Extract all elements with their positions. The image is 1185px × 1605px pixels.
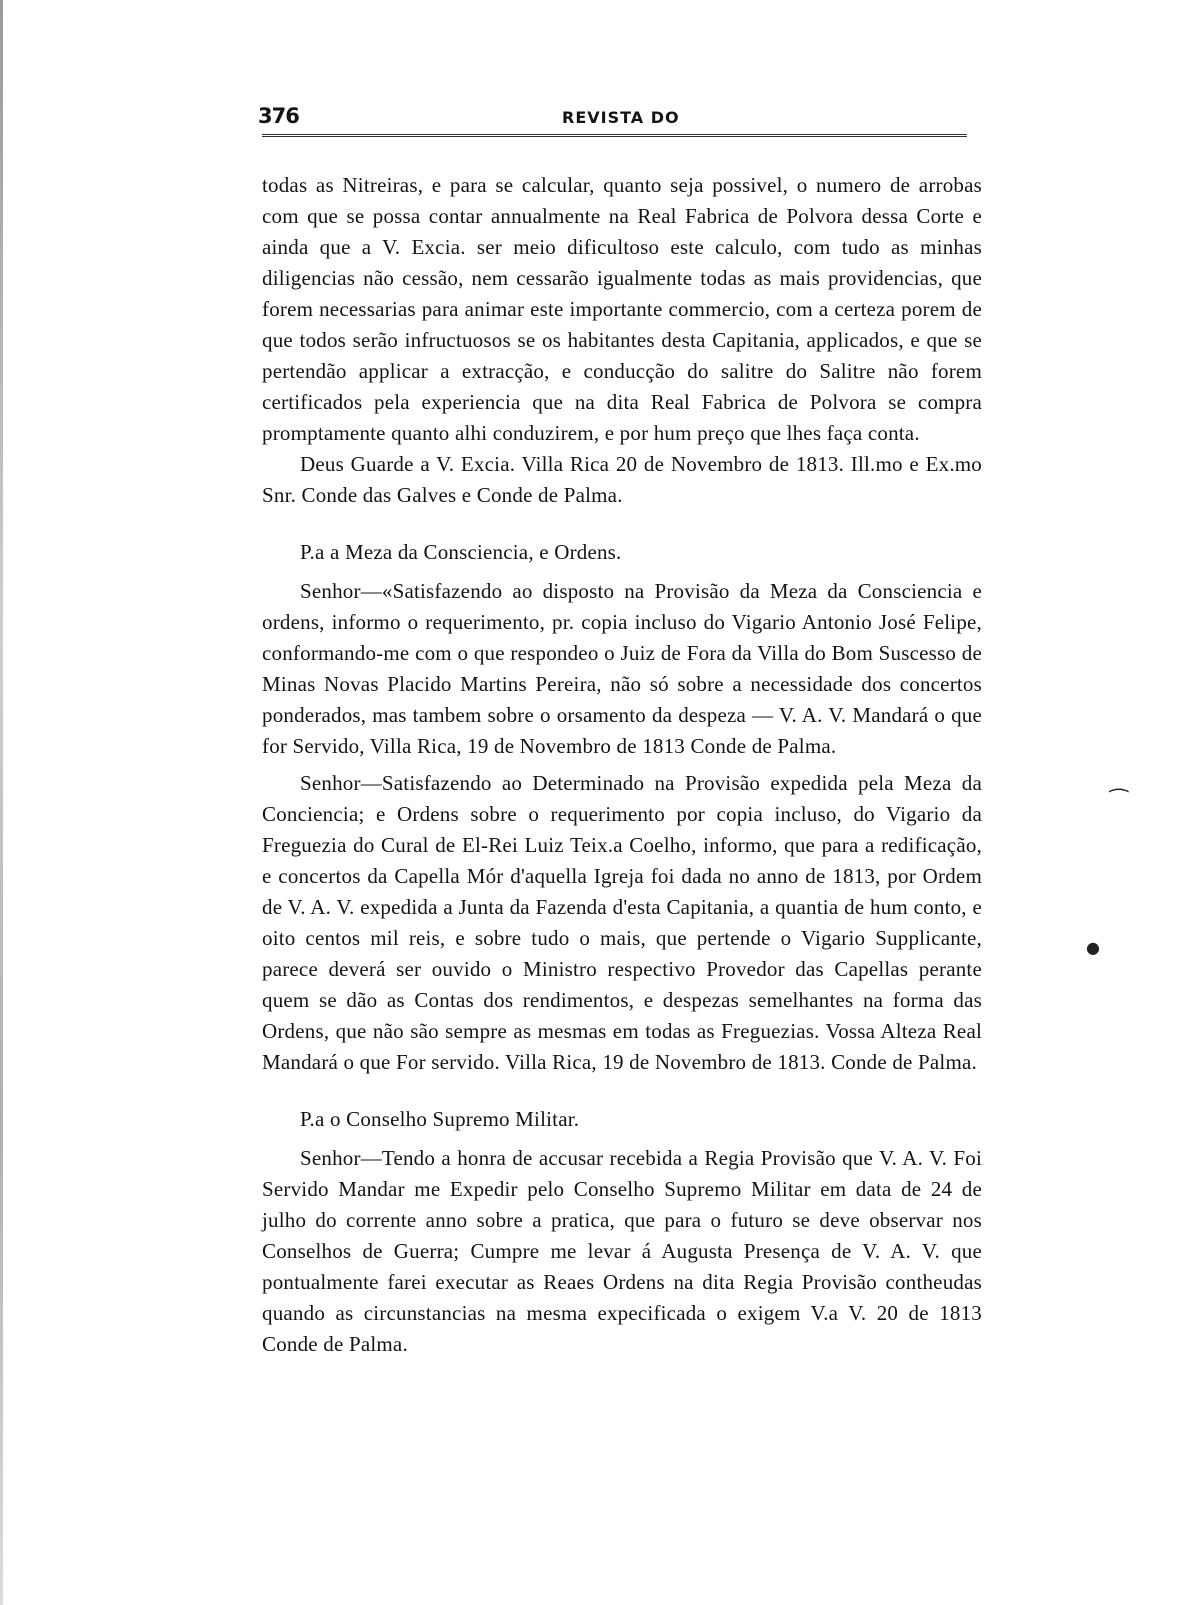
- paragraph-letter-1: Senhor—«Satisfazendo ao disposto na Provisão da Meza da Consciencia e ordens, informo o requerimento, pr. copia incluso do Vigario Antonio José Felipe, conformando-me com o que respondeo o Juiz de Fora da Villa do Bom Suscesso de Minas Novas Placido Martins Pereira, não só sobre a necessidade dos concertos ponderados, mas tambem sobre o orsamento da despeza — V. A. V. Mandará o que for Servido, Villa Rica, 19 de Novembro de 1813 Conde de Palma.: [262, 579, 982, 758]
- page-left-edge: [0, 0, 3, 1605]
- paragraph-closing-1: Deus Guarde a V. Excia. Villa Rica 20 de Novembro de 1813. Ill.mo e Ex.mo Snr. Conde das Galves e Conde de Palma.: [262, 452, 982, 507]
- margin-mark: ●: [1086, 938, 1100, 957]
- header-rule: [262, 134, 967, 137]
- section-heading-meza: P.a a Meza da Consciencia, e Ordens.: [300, 540, 622, 564]
- paragraph-letter-3: Senhor—Tendo a honra de accusar recebida a Regia Provisão que V. A. V. Foi Servido Mandar me Expedir pelo Conselho Supremo Militar em data de 24 de julho do corrente anno sobre a pratica, que para o futuro se deve observar nos Conselhos de Guerra; Cumpre me levar á Augusta Presença de V. A. V. que pontualmente farei executar as Reaes Ordens na dita Regia Provisão contheudas quando as circunstancias na mesma expecificada o exigem V.a V. 20 de 1813 Conde de Palma.: [262, 1146, 982, 1356]
- running-head: [258, 100, 982, 130]
- section-heading-conselho: P.a o Conselho Supremo Militar.: [300, 1107, 580, 1131]
- margin-mark: ⁀: [1110, 790, 1128, 815]
- paragraph-nitreiras: todas as Nitreiras, e para se calcular, quanto seja possivel, o numero de arrobas com que se possa contar annualmente na Real Fabrica de Polvora dessa Corte e ainda que a V. Excia. ser meio dificultoso este calculo, com tudo as minhas diligencias não cessão, nem cessarão igualmente todas as mais providencias, que forem necessarias para animar este importante commercio, com a certeza porem de que todos serão infructuosos se os habitantes desta Capitania, applicados, e que se pertendão applicar a extracção, e conducção do salitre do Salitre não forem certificados pela experiencia que na dita Real Fabrica de Polvora se compra promptamente quanto alhi conduzirem, e por hum preço que lhes faça conta.: [262, 173, 982, 445]
- body-text: [262, 170, 982, 1360]
- document-page: [258, 100, 982, 1360]
- paragraph-letter-2: Senhor—Satisfazendo ao Determinado na Provisão expedida pela Meza da Conciencia; e Ordens sobre o requerimento por copia incluso, do Vigario da Freguezia do Cural de El-Rei Luiz Teix.a Coelho, informo, que para a redificação, e concertos da Capella Mór d'aquella Igreja foi dada no anno de 1813, por Ordem de V. A. V. expedida a Junta da Fazenda d'esta Capitania, a quantia de hum conto, e oito centos mil reis, e sobre tudo o mais, que pertende o Vigario Supplicante, parece deverá ser ouvido o Ministro respectivo Provedor das Capellas perante quem se dão as Contas dos rendimentos, e despezas semelhantes na forma das Ordens, que não são sempre as mesmas em todas as Freguezias. Vossa Alteza Real Mandará o que For servido. Villa Rica, 19 de Novembro de 1813. Conde de Palma.: [262, 771, 982, 1074]
- running-title: REVISTA DO: [562, 108, 680, 127]
- page-number: 376: [258, 104, 299, 128]
